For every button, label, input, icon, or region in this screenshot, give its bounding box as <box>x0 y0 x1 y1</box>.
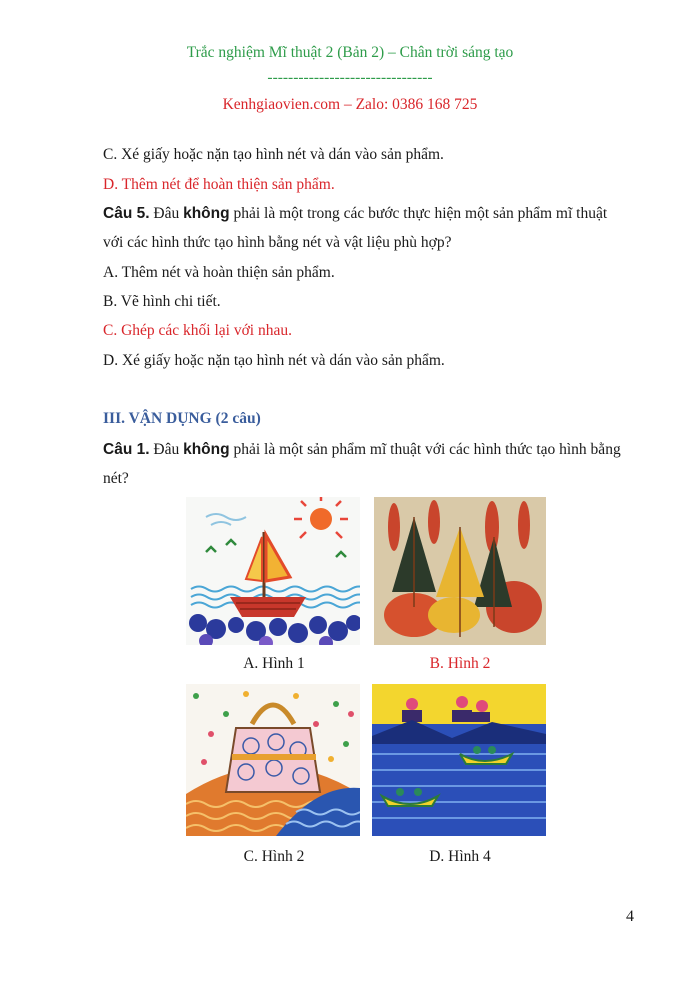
option-d-prev-answer: D. Thêm nét để hoàn thiện sản phẩm. <box>103 176 335 193</box>
question-5-label: Câu 5. <box>103 205 150 222</box>
question-1-bold: không <box>183 441 230 458</box>
image-sailboat-artwork <box>186 497 360 645</box>
caption-image-b-answer: B. Hình 2 <box>429 655 491 672</box>
caption-image-c: C. Hình 2 <box>243 848 305 865</box>
document-header-title: Trắc nghiệm Mĩ thuật 2 (Bản 2) – Chân trời sáng tạo <box>186 44 514 61</box>
question-1-label: Câu 1. <box>103 441 150 458</box>
option-c-prev: C. Xé giấy hoặc nặn tạo hình nét và dán vào sản phẩm. <box>103 146 444 163</box>
question-5-line2: với các hình thức tạo hình bằng nét và vật liệu phù hợp? <box>103 234 452 251</box>
page-number: 4 <box>626 908 634 925</box>
image-boats-mosaic-artwork <box>372 684 546 836</box>
caption-image-d: D. Hình 4 <box>429 848 491 865</box>
image-handbag-artwork <box>186 684 360 836</box>
q5-option-b: B. Vẽ hình chi tiết. <box>103 293 221 310</box>
question-1 <box>103 441 621 459</box>
question-1-text: phải là một sản phẩm mĩ thuật với các hình thức tạo hình bằng <box>229 441 621 458</box>
question-1-pre: Đâu <box>149 441 184 458</box>
q5-option-a: A. Thêm nét và hoàn thiện sản phẩm. <box>103 264 335 281</box>
q5-option-d: D. Xé giấy hoặc nặn tạo hình nét và dán vào sản phẩm. <box>103 352 445 369</box>
header-contact: Kenhgiaovien.com – Zalo: 0386 168 725 <box>222 96 478 113</box>
caption-image-a: A. Hình 1 <box>243 655 305 672</box>
question-5-pre: Đâu <box>149 205 184 222</box>
q5-option-c-answer: C. Ghép các khối lại với nhau. <box>103 322 292 339</box>
question-1-line2: nét? <box>103 470 129 487</box>
header-divider: -------------------------------- <box>267 69 433 86</box>
question-5-bold: không <box>183 205 230 222</box>
question-5-text: phải là một trong các bước thực hiện một sản phẩm mĩ thuật <box>229 205 608 222</box>
question-5 <box>103 205 607 223</box>
section-heading: III. VẬN DỤNG (2 câu) <box>103 410 261 427</box>
image-leaf-print-artwork <box>374 497 546 645</box>
